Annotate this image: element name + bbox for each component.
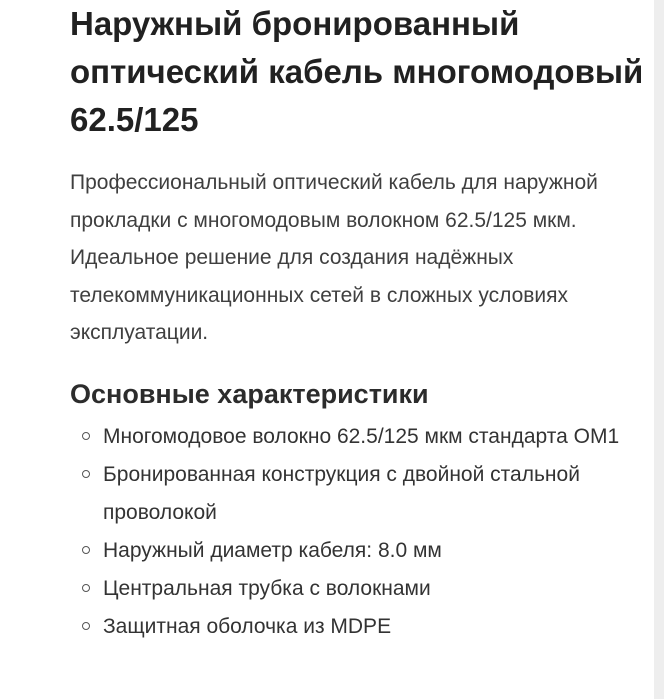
- feature-text: Многомодовое волокно 62.5/125 мкм стандарта OM1: [103, 424, 620, 448]
- bullet-icon: [82, 546, 90, 554]
- product-description: [70, 0, 645, 646]
- page-edge: [654, 0, 664, 699]
- feature-item: [70, 456, 645, 532]
- feature-item: [70, 532, 645, 570]
- features-list: [70, 418, 645, 646]
- feature-text: Защитная оболочка из MDPE: [103, 614, 392, 638]
- bullet-icon: [82, 470, 90, 478]
- product-description-text: Профессиональный оптический кабель для наружной прокладки с многомодовым волокном 62.5/125 мкм. Идеальное решение для создания надёжных телекоммуникационных сетей в сложных условиях эксплуатации.: [70, 171, 598, 344]
- feature-text: Центральная трубка с волокнами: [103, 576, 431, 600]
- bullet-icon: [82, 432, 90, 440]
- feature-text: Бронированная конструкция с двойной стальной проволокой: [103, 462, 580, 524]
- feature-text: Наружный диаметр кабеля: 8.0 мм: [103, 538, 442, 562]
- bullet-icon: [82, 622, 90, 630]
- product-title: Наружный бронированный оптический кабель многомодовый 62.5/125: [70, 5, 644, 138]
- feature-item: [70, 570, 645, 608]
- feature-item: [70, 608, 645, 646]
- features-heading: Основные характеристики: [70, 378, 429, 409]
- bullet-icon: [82, 584, 90, 592]
- feature-item: [70, 418, 645, 456]
